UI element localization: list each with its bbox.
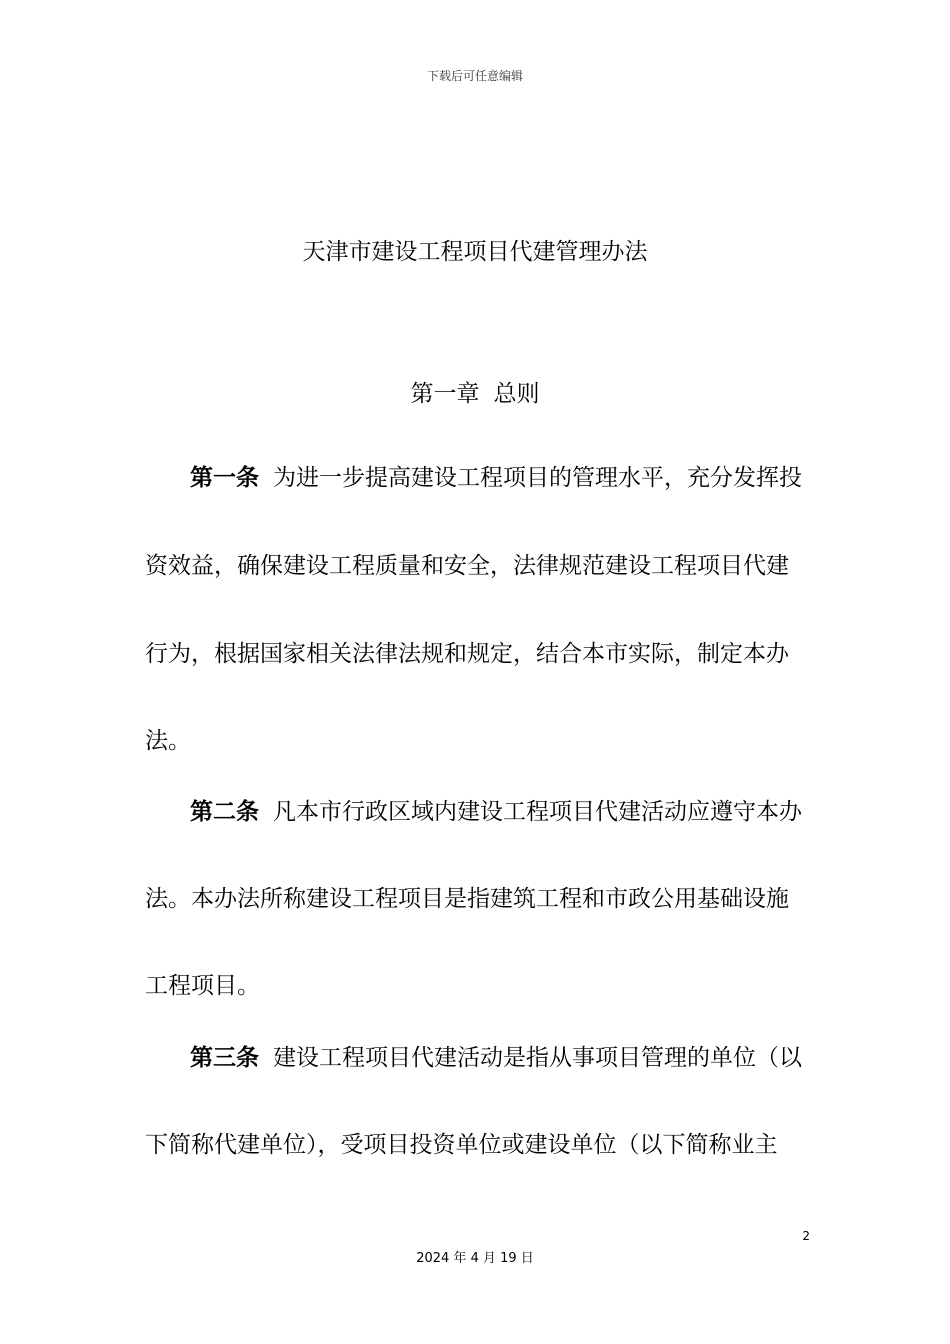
chapter-number: 第一章 — [410, 381, 480, 407]
article-2-label: 第二条 — [190, 799, 259, 825]
article-2-line-1 — [190, 797, 810, 827]
article-2-line-2: 法。本办法所称建设工程项目是指建筑工程和市政公用基础设施 — [145, 886, 789, 912]
article-3-line-1 — [190, 1043, 810, 1073]
article-2-line-3: 工程项目。 — [145, 973, 260, 999]
article-1-line-1 — [190, 463, 810, 493]
article-3-text-1: 建设工程项目代建活动是指从事项目管理的单位（以 — [273, 1045, 802, 1071]
article-3-label: 第三条 — [190, 1045, 259, 1071]
article-1-line-2: 资效益，确保建设工程质量和安全，法律规范建设工程项目代建 — [145, 553, 789, 579]
header-note: 下载后可任意编辑 — [426, 69, 523, 83]
article-3-line-2: 下简称代建单位），受项目投资单位或建设单位（以下简称业主 — [145, 1132, 778, 1158]
article-1-label: 第一条 — [190, 465, 259, 491]
article-1-line-4: 法。 — [145, 728, 191, 754]
footer-date: 2024 年 4 月 19 日 — [416, 1251, 534, 1266]
article-1-text-1: 为进一步提高建设工程项目的管理水平，充分发挥投 — [273, 465, 802, 491]
document-title: 天津市建设工程项目代建管理办法 — [302, 239, 648, 265]
chapter-heading — [0, 375, 950, 408]
article-1-line-3: 行为，根据国家相关法律法规和规定，结合本市实际，制定本办 — [145, 641, 789, 667]
chapter-name: 总则 — [493, 381, 540, 407]
page-number: 2 — [802, 1229, 810, 1243]
article-2-text-1: 凡本市行政区域内建设工程项目代建活动应遵守本办 — [273, 799, 802, 825]
